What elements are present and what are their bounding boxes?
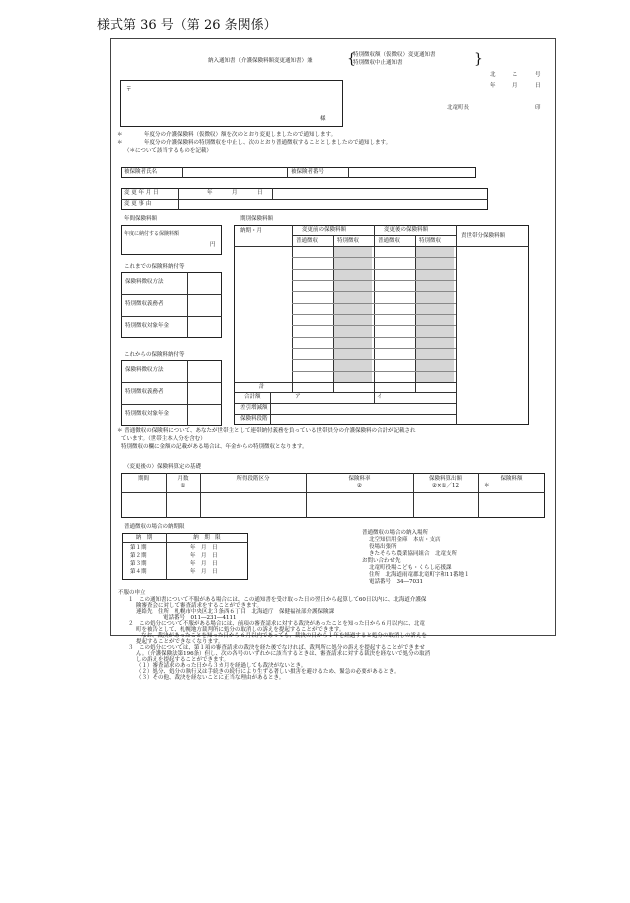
- appeal-item-3: （３）その他、裁決を経ないことに正当な理由があるとき。: [136, 675, 285, 681]
- insured-name-label: 被保険者氏名: [124, 169, 158, 175]
- appeal-line-10: ん。（介護保険法第196条）但し、次の各号のいずれかに該当するときは、審査請求に対する裁決を経ないで処分の取消: [136, 651, 431, 657]
- past-section-label: これまでの保険料納付等: [124, 264, 185, 270]
- periodic-row-line: [292, 348, 456, 349]
- insurance-stage-label: 保険料段階: [240, 416, 268, 422]
- notice-text-1: 年度分の介護保険料（仮徴収）額を次のとおり変更しましたので通知します。: [144, 132, 337, 138]
- appeal-line-1: １ この通知書について不服がある場合には、この通知書を受け取った日の翌日から起算して60日以内に、北海道介護保: [128, 597, 427, 603]
- date-month-label: 月: [512, 83, 518, 89]
- deadlines-title: 普通徴収の場合の納期限: [124, 524, 185, 530]
- deadline-period-1: 第１期: [130, 545, 147, 551]
- periodic-row-line: [292, 291, 456, 292]
- appeal-line-6: 町を被告として、札幌地方裁判所に処分の取消しの訴えを提起することができます。: [136, 627, 345, 633]
- past-row-method: 保険料徴収方法: [125, 279, 164, 285]
- change-reason-label: 変 更 事 由: [124, 201, 152, 207]
- inquiry-title: お問い合わせ先: [362, 558, 401, 564]
- deadline-date-1: 年 月 日: [190, 545, 218, 551]
- honorific: 様: [320, 116, 326, 122]
- col-household: 責世帯分保険料額: [461, 233, 506, 239]
- deadline-period-3: 第３期: [130, 561, 147, 567]
- future-row-pension: 特別徴収対象年金: [125, 411, 170, 417]
- issuer: 北竜町長: [447, 105, 470, 111]
- insured-number-label: 被保険者番号: [291, 169, 325, 175]
- annual-box: [121, 225, 222, 255]
- doc-number-label-kita: 北: [490, 72, 496, 78]
- deadline-date-3: 年 月 日: [190, 561, 218, 567]
- appeal-line-9: ３ この処分については、第１項の審査請求の裁決を経た後でなければ、裁判所に処分の訴えを提起することができませ: [128, 645, 425, 651]
- past-row-pension: 特別徴収対象年金: [125, 323, 170, 329]
- col-before: 変更前の保険料額: [302, 227, 347, 233]
- doc-number-label-go: 号: [535, 72, 541, 78]
- basis-sub-2: ②: [357, 483, 362, 489]
- deadlines-col-date: 納 期 限: [193, 535, 221, 541]
- appeal-title: 不服の申立: [118, 590, 146, 596]
- deadline-date-4: 年 月 日: [190, 569, 218, 575]
- basis-sub-calc: ②×①／12: [432, 483, 459, 489]
- appeal-item-1: （１）審査請求のあった日から３カ月を経過しても裁決がないとき。: [136, 663, 307, 669]
- total-label: 計: [259, 384, 265, 390]
- payment-place-1: 北空知信用金庫 本店・支店: [369, 537, 441, 543]
- basis-col-income: 所得段階区分: [236, 476, 270, 482]
- inquiry-address: 住所 北海道雨竜郡北竜町字和11番地１: [369, 572, 470, 578]
- household-note-2: ています。（世帯主本人分を含む）: [121, 436, 206, 442]
- deadline-period-4: 第４期: [130, 569, 147, 575]
- periodic-row-line: [292, 314, 456, 315]
- appeal-line-11: しの訴えを提起することができます。: [136, 657, 230, 663]
- col-after: 変更後の保険料額: [384, 227, 429, 233]
- annual-unit: 円: [210, 242, 216, 248]
- periodic-row-line: [292, 269, 456, 270]
- periodic-row-line: [292, 303, 456, 304]
- past-row-obligor: 特別徴収義務者: [125, 301, 164, 307]
- periodic-row-line: [292, 257, 456, 258]
- inquiry-phone: 電話番号 34―7031: [369, 579, 423, 585]
- household-note-3: 特別徴収の欄に金額の記載がある場合は、年金からの特別徴収となります。: [121, 444, 308, 450]
- sum-label: 合計額: [244, 394, 261, 400]
- address-box: [120, 80, 343, 127]
- basis-sub-1: ①: [180, 483, 186, 489]
- basis-col-calc: 保険料算出額: [428, 476, 462, 482]
- periodic-row-line: [292, 359, 456, 360]
- change-date-year: 年: [207, 190, 213, 196]
- household-note-1: ＊ 普通徴収の保険料について、あなたが世帯主として連帯納付義務を負っている世帯員分の介護保険料の合計が記載され: [117, 428, 416, 434]
- doc-number-label-ko: こ: [512, 72, 518, 78]
- change-date-label: 変 更 年 月 日: [124, 190, 159, 196]
- col-before-special: 特別徴収: [337, 238, 360, 244]
- seal-mark: 印: [535, 105, 541, 111]
- periodic-row-line: [292, 371, 456, 372]
- payment-places-title: 普通徴収の場合の納入場所: [362, 530, 429, 536]
- appeal-line-8: 提起することができなくなります。: [136, 639, 224, 645]
- appeal-line-2: 険審査会に対して審査請求をすることができます。: [136, 603, 263, 609]
- basis-title: （変更後の）保険料算定の基礎: [124, 464, 202, 470]
- title-bracket-right: }: [474, 51, 483, 67]
- notice-text-2: 年度分の介護保険料の特別徴収を中止し、次のとおり普通徴収することとしましたので通知します。: [144, 140, 392, 146]
- sum-mark-i: イ: [377, 394, 383, 400]
- periodic-row-line: [292, 337, 456, 338]
- inquiry-dept: 北竜町役場こども・くらし応援課: [369, 565, 452, 571]
- form-number: 様式第 36 号（第 26 条関係）: [97, 18, 277, 33]
- change-date-day: 日: [257, 190, 263, 196]
- title-option-1: 特別徴収額（仮徴収）変更通知書: [353, 52, 436, 58]
- periodic-row-line: [292, 280, 456, 281]
- future-row-method: 保険料徴収方法: [125, 367, 164, 373]
- periodic-row-line: [292, 325, 456, 326]
- annual-amount-label: 年度に納付する保険料額: [124, 231, 180, 237]
- appeal-line-3: 連絡先 住所 札幌市中央区北３条西６丁目 北海道庁 保健福祉部介護保険課: [136, 609, 335, 615]
- basis-col-months: 月数: [177, 476, 189, 482]
- future-section-label: これからの保険料納付等: [124, 352, 185, 358]
- basis-col-rate: 保険料率: [348, 476, 371, 482]
- postal-mark: 〒: [126, 87, 132, 93]
- title-option-2: 特別徴収中止通知書: [353, 60, 403, 66]
- periodic-section-label: 期別保険料額: [240, 216, 274, 222]
- appeal-line-4: 電話番号 011―231―4111: [163, 615, 237, 621]
- notice-note: （＊について該当するものを記載）: [124, 148, 212, 154]
- title-bracket-left: {: [347, 51, 356, 67]
- appeal-line-7: なお、裁決があったことを知った日から６月以内であっても、裁決の日から１年を経過すると処分の取消しの訴えを: [141, 633, 427, 639]
- basis-col-period: 期間: [137, 476, 149, 482]
- deadline-period-2: 第２期: [130, 553, 147, 559]
- change-date-month: 月: [232, 190, 238, 196]
- basis-sub-star: ＊: [484, 483, 490, 489]
- notice-mark-1: ＊: [117, 132, 123, 138]
- col-period: 納期・月: [240, 228, 263, 234]
- col-after-normal: 普通徴収: [378, 238, 401, 244]
- date-year-label: 年: [490, 83, 496, 89]
- diff-label: 差引増減額: [240, 405, 268, 411]
- notice-title: 納入通知書（介護保険料額変更通知書）兼: [208, 58, 313, 64]
- payment-place-3: きたそらち農業協同組合 北竜支所: [369, 551, 458, 557]
- col-before-normal: 普通徴収: [296, 238, 319, 244]
- appeal-item-2: （２）処分、処分の執行又は手続きの続行により生ずる著しい損害を避けるため、緊急の必要があるとき。: [136, 669, 400, 675]
- notice-mark-2: ＊: [117, 140, 123, 146]
- annual-section-label: 年間保険料額: [124, 216, 158, 222]
- payment-place-2: 役場出張所: [369, 544, 397, 550]
- sum-mark-a: ア: [295, 394, 301, 400]
- deadlines-col-period: 納 期: [135, 535, 153, 541]
- appeal-line-5: ２ この処分について不服がある場合には、前項の審査請求に対する裁決があったことを知った日から６月以内に、北竜: [128, 621, 425, 627]
- deadline-date-2: 年 月 日: [190, 553, 218, 559]
- col-after-special: 特別徴収: [419, 238, 442, 244]
- date-day-label: 日: [535, 83, 541, 89]
- basis-col-amount: 保険料額: [500, 476, 523, 482]
- future-row-obligor: 特別徴収義務者: [125, 389, 164, 395]
